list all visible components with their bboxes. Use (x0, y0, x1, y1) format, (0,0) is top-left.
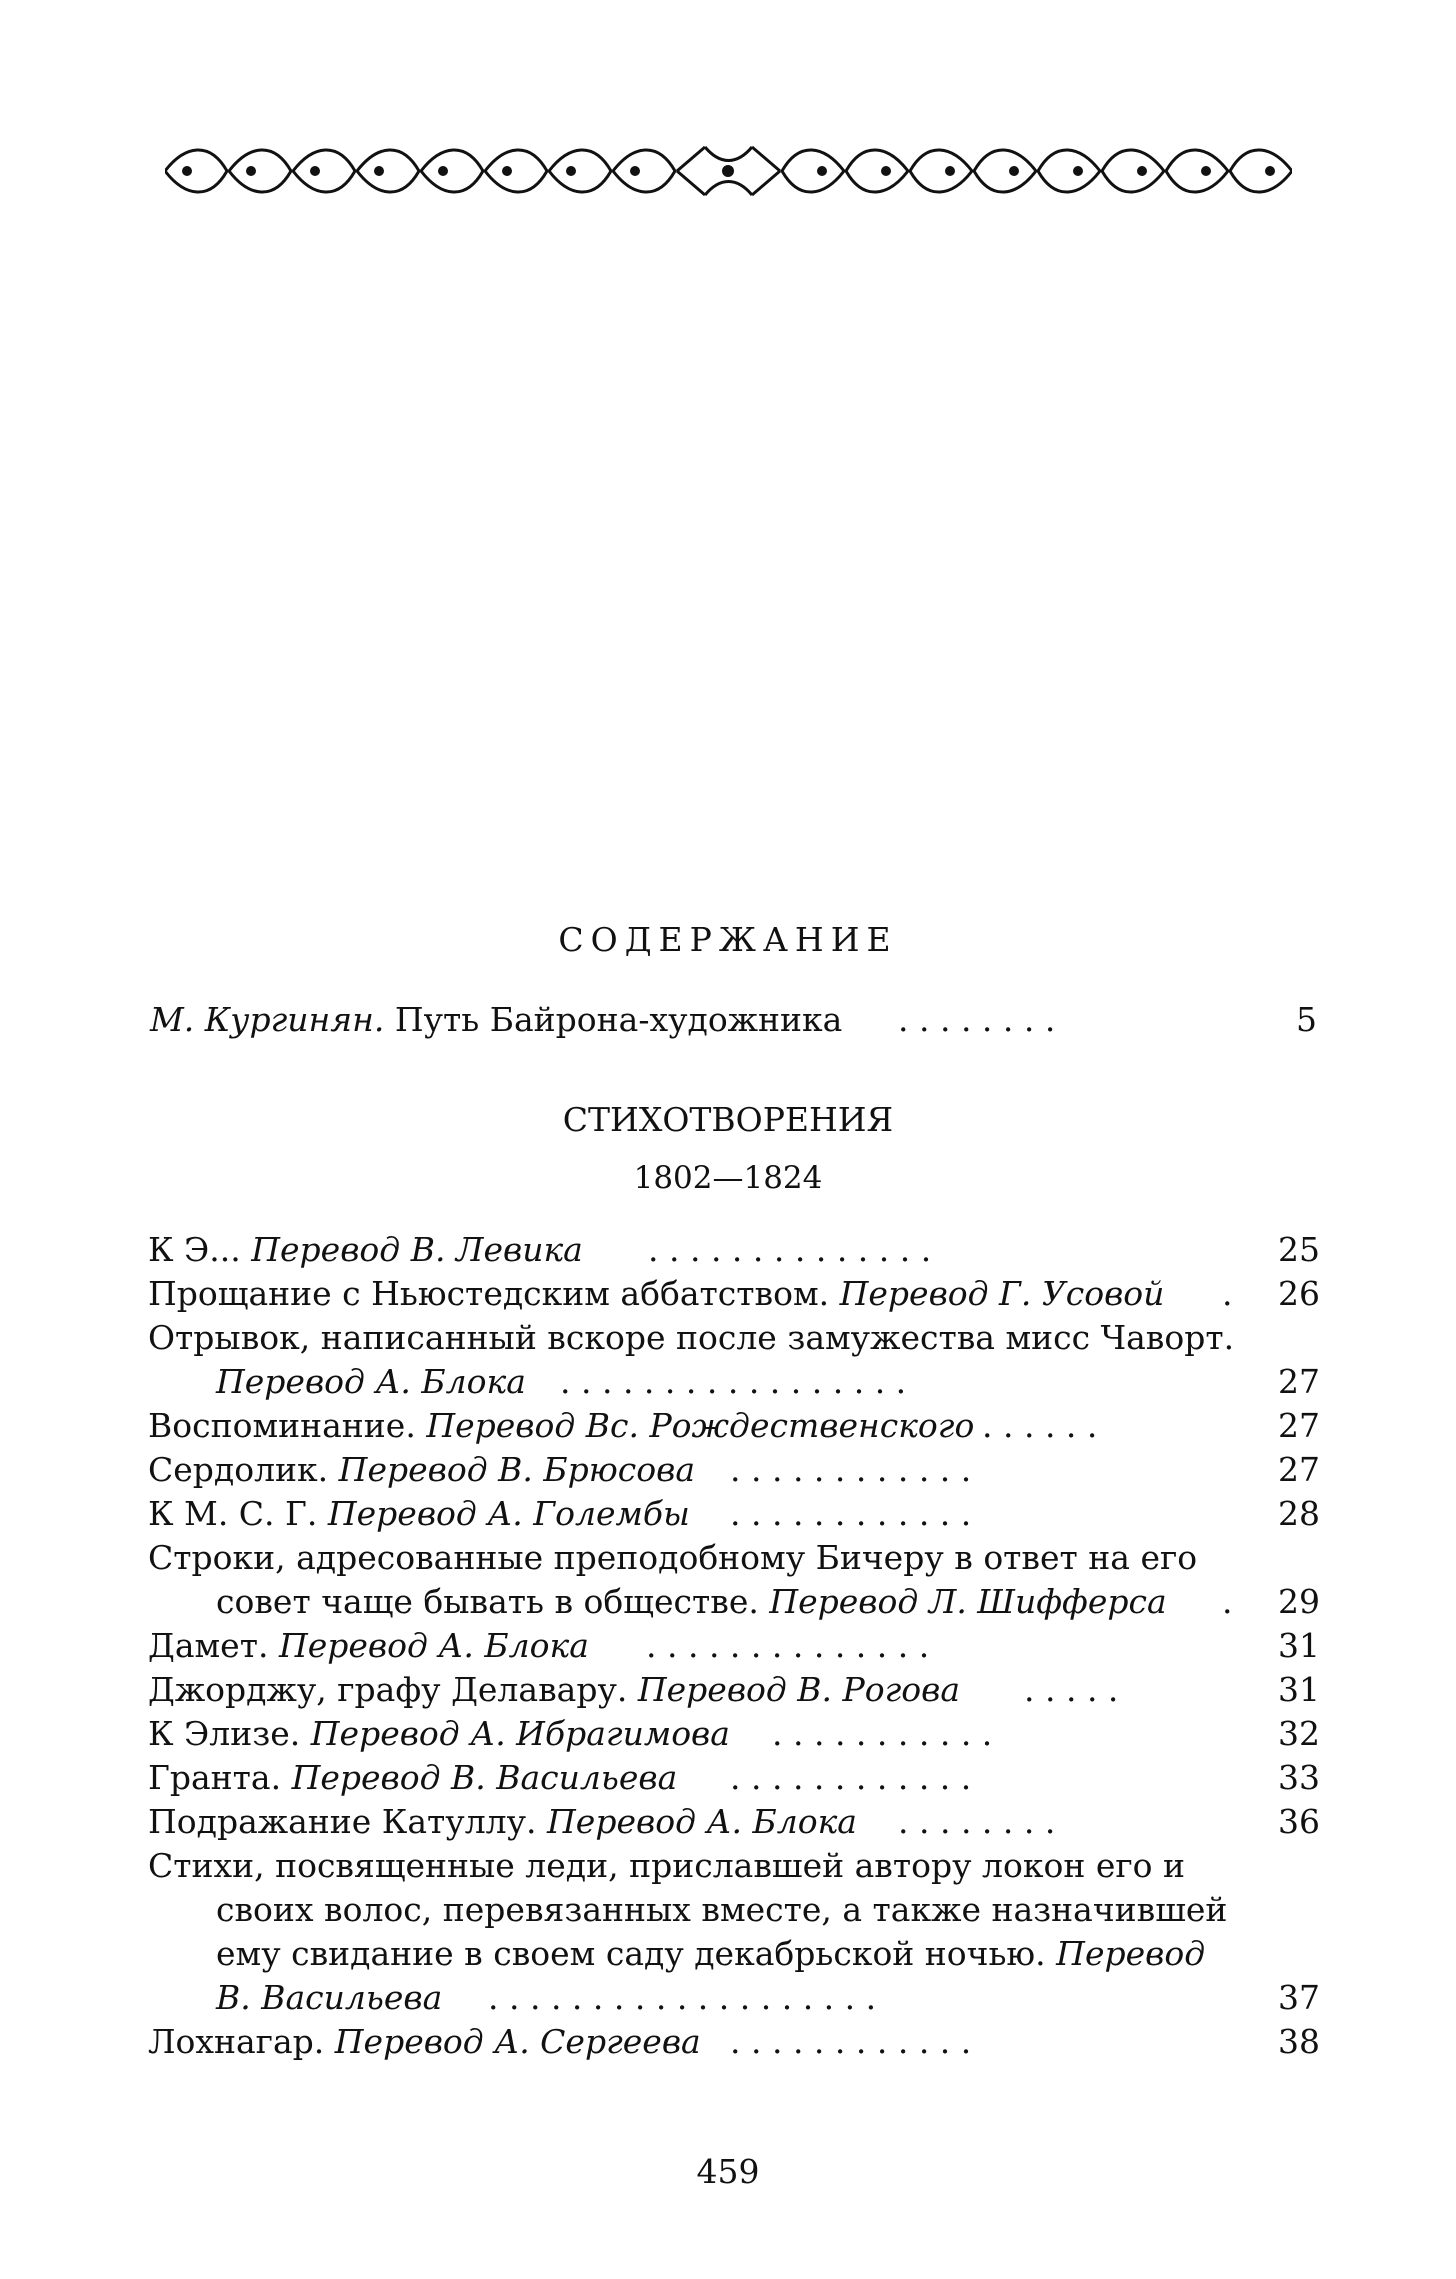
dot-leader: . . . . . . . . (898, 1000, 1056, 1039)
dot-leader: . . . . . . . . . . . . . . . . . . . (488, 1978, 877, 2017)
entry-title: К Э... (148, 1230, 241, 1269)
dot-leader: . . . . . . . . . . . . (730, 1494, 972, 1533)
dot-leader: . . . . . . . . . . . . (730, 1450, 972, 1489)
entry-translator: Перевод В. Рогова (637, 1670, 961, 1709)
entry-translator: Перевод А. Сергеева (334, 2022, 701, 2061)
page-number: 31 (1278, 1670, 1320, 1709)
entry-translator: Перевод А. Ибрагимова (310, 1714, 730, 1753)
entry-title: Лохнагар. (148, 2022, 325, 2061)
entry-title: совет чаще бывать в обществе. (216, 1582, 759, 1621)
dot-leader: . . . . . . . . . . . . (730, 2022, 972, 2061)
entry-title: К Элизе. (148, 1714, 301, 1753)
ornament-band (165, 135, 1292, 207)
entry-title: Гранта. (148, 1758, 282, 1797)
dot-leader: . . . . . (1024, 1670, 1119, 1709)
page-number: 26 (1278, 1274, 1320, 1313)
page-number: 32 (1278, 1714, 1320, 1753)
page-number: 5 (1296, 1000, 1317, 1039)
entry-translator: Перевод В. Левика (251, 1230, 583, 1269)
page-number: 27 (1278, 1362, 1320, 1401)
entry-title: Прощание с Ньюстедским аббатством. (148, 1274, 830, 1313)
entry-translator: Перевод (1056, 1934, 1206, 1973)
entry-translator: Перевод Г. Усовой (839, 1274, 1165, 1313)
entry-title: ему свидание в своем саду декабрьской ночью. (216, 1934, 1046, 1973)
entry-title: Стихи, посвященные леди, приславшей автору локон его и (148, 1846, 1185, 1885)
page-folio: 459 (696, 2152, 760, 2191)
entry-title: Подражание Катуллу. (148, 1802, 537, 1841)
entry-title: Отрывок, написанный вскоре после замужества мисс Чаворт. (148, 1318, 1235, 1357)
entry-translator: Перевод В. Васильева (291, 1758, 678, 1797)
page-number: 29 (1278, 1582, 1320, 1621)
page-number: 38 (1278, 2022, 1320, 2061)
entry-title: К М. С. Г. (148, 1494, 318, 1533)
page-number: 28 (1278, 1494, 1320, 1533)
entry-translator: Перевод А. Блока (547, 1802, 857, 1841)
entry-translator: Перевод Вс. Рождественского (426, 1406, 975, 1445)
entry-translator: Перевод А. Голембы (327, 1494, 690, 1533)
page-number: 33 (1278, 1758, 1320, 1797)
entry-translator: В. Васильева (216, 1978, 443, 2017)
entry-translator: Перевод А. Блока (216, 1362, 526, 1401)
page-number: 37 (1278, 1978, 1320, 2017)
entry-translator: Перевод А. Блока (278, 1626, 589, 1665)
entry-translator: Перевод Л. Шифферса (769, 1582, 1167, 1621)
dot-leader: . . . . . . . . . . . . . . . . . (560, 1362, 907, 1401)
entry-translator: Перевод В. Брюсова (338, 1450, 696, 1489)
entry-title: Дамет. (148, 1626, 269, 1665)
section-title: СТИХОТВОРЕНИЯ (562, 1100, 894, 1139)
page-number: 27 (1278, 1450, 1320, 1489)
dot-leader: . . . . . . . . (898, 1802, 1056, 1841)
dot-leader: . . . . . . . . . . . . . . (646, 1626, 930, 1665)
dot-leader: . . . . . . . . . . . (772, 1714, 993, 1753)
entry-title: Строки, адресованные преподобному Бичеру в ответ на его (148, 1538, 1198, 1577)
section-years: 1802—1824 (633, 1160, 823, 1196)
dot-leader: . (1222, 1582, 1233, 1621)
entry-title: Воспоминание. (148, 1406, 416, 1445)
dot-leader: . (1222, 1274, 1233, 1313)
intro-title: Путь Байрона-художника (394, 1000, 843, 1039)
page-number: 27 (1278, 1406, 1320, 1445)
entry-title: Джорджу, графу Делавару. (148, 1670, 628, 1709)
page-number: 31 (1278, 1626, 1320, 1665)
dot-leader: . . . . . . . . . . . . (730, 1758, 972, 1797)
entry-title: Сердолик. (148, 1450, 329, 1489)
page-number: 25 (1278, 1230, 1320, 1269)
intro-author: М. Кургинян. (150, 1000, 385, 1039)
page-number: 36 (1278, 1802, 1320, 1841)
contents-heading: СОДЕРЖАНИЕ (558, 920, 898, 959)
dot-leader: . . . . . . (982, 1406, 1098, 1445)
entry-title: своих волос, перевязанных вместе, а также назначившей (216, 1890, 1228, 1929)
dot-leader: . . . . . . . . . . . . . . (648, 1230, 932, 1269)
